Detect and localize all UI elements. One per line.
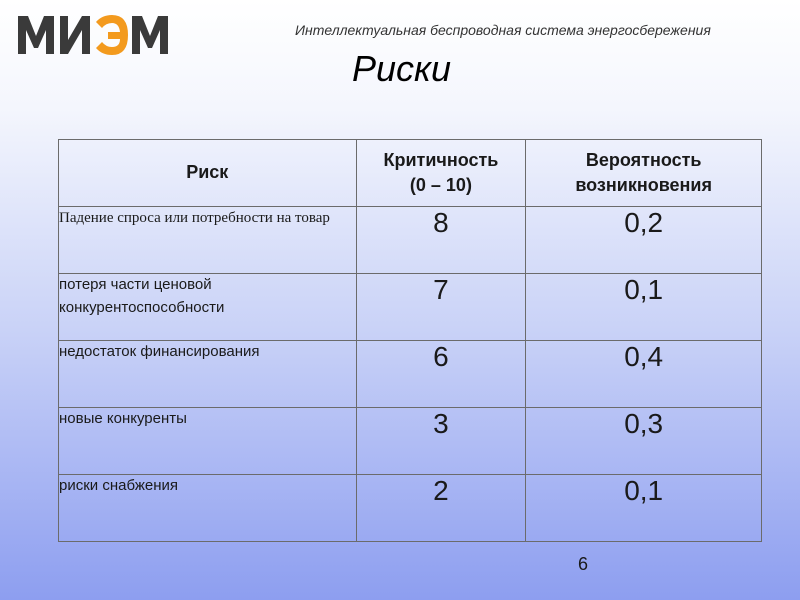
- criticality-cell: 8: [356, 207, 526, 274]
- table-row: [59, 408, 762, 475]
- table-header-row: [59, 140, 762, 207]
- logo: [14, 6, 170, 62]
- risk-name-cell: потеря части ценовой конкурентоспособности: [59, 274, 357, 341]
- criticality-cell: 2: [356, 475, 526, 542]
- column-header-probability: Вероятность возникновения: [526, 140, 762, 207]
- criticality-cell: 6: [356, 341, 526, 408]
- slide-number: 6: [578, 554, 589, 574]
- probability-cell: 0,3: [526, 408, 762, 475]
- table-row: [59, 341, 762, 408]
- column-header-criticality: Критичность (0 – 10): [356, 140, 526, 207]
- probability-cell: 0,4: [526, 341, 762, 408]
- presentation-subtitle: Интеллектуальная беспроводная система энергосбережения: [295, 22, 711, 38]
- probability-cell: 0,1: [526, 274, 762, 341]
- probability-cell: 0,1: [526, 475, 762, 542]
- risk-name-cell: риски снабжения: [59, 475, 357, 542]
- risk-name-cell: новые конкуренты: [59, 408, 357, 475]
- table-row: [59, 475, 762, 542]
- risk-table: [58, 139, 762, 542]
- risk-name-cell: Падение спроса или потребности на товар: [59, 207, 357, 274]
- criticality-cell: 7: [356, 274, 526, 341]
- table-row: [59, 207, 762, 274]
- page-title: Риски: [352, 48, 452, 89]
- probability-cell: 0,2: [526, 207, 762, 274]
- table-row: [59, 274, 762, 341]
- miem-logo-image: [14, 6, 170, 62]
- criticality-cell: 3: [356, 408, 526, 475]
- column-header-risk: Риск: [59, 140, 357, 207]
- risk-name-cell: недостаток финансирования: [59, 341, 357, 408]
